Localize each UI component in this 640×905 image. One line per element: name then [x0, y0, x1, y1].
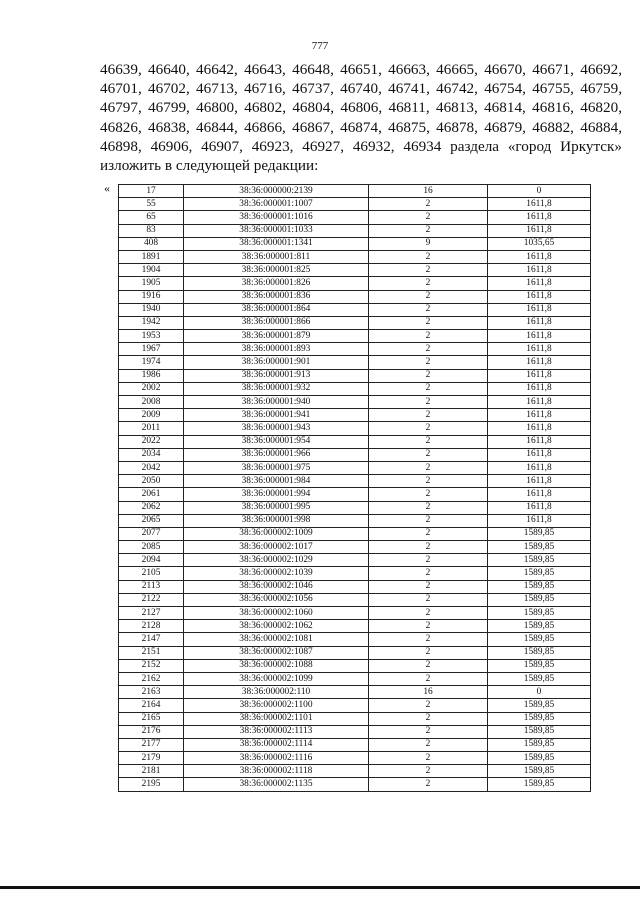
table-cell: 38:36:000001:998	[184, 514, 369, 527]
table-row	[119, 277, 591, 290]
table-cell: 38:36:000002:1039	[184, 567, 369, 580]
intro-line: 46639, 46640, 46642, 46643, 46648, 46651, 46663, 46665, 46670, 46671, 46692,	[100, 61, 622, 78]
table-cell: 38:36:000001:932	[184, 382, 369, 395]
table-cell: 38:36:000001:913	[184, 369, 369, 382]
table-cell: 1589,85	[488, 699, 591, 712]
table-cell: 16	[369, 686, 488, 699]
table-cell: 2022	[119, 435, 184, 448]
table-row	[119, 382, 591, 395]
table-cell: 2	[369, 712, 488, 725]
page-number: 777	[311, 40, 329, 52]
table-cell: 2	[369, 527, 488, 540]
table-cell: 2176	[119, 725, 184, 738]
table-cell: 38:36:000001:943	[184, 422, 369, 435]
table-cell: 1611,8	[488, 303, 591, 316]
table-cell: 38:36:000001:901	[184, 356, 369, 369]
table-cell: 38:36:000002:1009	[184, 527, 369, 540]
table-cell: 2	[369, 396, 488, 409]
table-row	[119, 725, 591, 738]
table-cell: 1611,8	[488, 488, 591, 501]
table-row	[119, 250, 591, 263]
table-cell: 38:36:000001:984	[184, 475, 369, 488]
table-cell: 1589,85	[488, 541, 591, 554]
table-cell: 2	[369, 607, 488, 620]
table-cell: 1611,8	[488, 475, 591, 488]
table-cell: 2077	[119, 527, 184, 540]
table-row	[119, 672, 591, 685]
table-cell: 1611,8	[488, 277, 591, 290]
table-cell: 1611,8	[488, 290, 591, 303]
table-cell: 1589,85	[488, 593, 591, 606]
table-cell: 38:36:000002:1099	[184, 672, 369, 685]
table-cell: 2163	[119, 686, 184, 699]
table-cell: 408	[119, 237, 184, 250]
table-cell: 1589,85	[488, 633, 591, 646]
table-cell: 2	[369, 211, 488, 224]
table-row	[119, 501, 591, 514]
table-cell: 38:36:000002:1087	[184, 646, 369, 659]
table-cell: 1611,8	[488, 501, 591, 514]
table-row	[119, 765, 591, 778]
table-cell: 2011	[119, 422, 184, 435]
table-cell: 2	[369, 593, 488, 606]
table-cell: 2	[369, 488, 488, 501]
table-cell: 1611,8	[488, 448, 591, 461]
table-cell: 38:36:000000:2139	[184, 185, 369, 198]
table-cell: 55	[119, 198, 184, 211]
table-cell: 1611,8	[488, 409, 591, 422]
table-row	[119, 448, 591, 461]
table-cell: 1589,85	[488, 778, 591, 791]
table-cell: 2	[369, 264, 488, 277]
table-row	[119, 659, 591, 672]
table-cell: 38:36:000002:1029	[184, 554, 369, 567]
table-row	[119, 198, 591, 211]
table-cell: 2	[369, 250, 488, 263]
table-row	[119, 554, 591, 567]
table-cell: 1916	[119, 290, 184, 303]
table-cell: 1953	[119, 330, 184, 343]
intro-line: изложить в следующей редакции:	[100, 157, 319, 175]
table-cell: 38:36:000002:1116	[184, 752, 369, 765]
table-cell: 1611,8	[488, 316, 591, 329]
table-row	[119, 686, 591, 699]
table-cell: 2002	[119, 382, 184, 395]
table-cell: 2179	[119, 752, 184, 765]
table-row	[119, 185, 591, 198]
table-row	[119, 237, 591, 250]
table-cell: 38:36:000001:975	[184, 461, 369, 474]
table-cell: 1589,85	[488, 725, 591, 738]
table-cell: 2	[369, 224, 488, 237]
table-cell: 38:36:000002:1060	[184, 607, 369, 620]
table-cell: 2165	[119, 712, 184, 725]
table-cell: 38:36:000002:1101	[184, 712, 369, 725]
table-cell: 38:36:000002:1081	[184, 633, 369, 646]
intro-line: 46701, 46702, 46713, 46716, 46737, 46740, 46741, 46742, 46754, 46755, 46759,	[100, 80, 622, 98]
table-cell: 2009	[119, 409, 184, 422]
table-cell: 38:36:000001:836	[184, 290, 369, 303]
table-cell: 38:36:000002:1046	[184, 580, 369, 593]
table-cell: 38:36:000002:1056	[184, 593, 369, 606]
table-cell: 1611,8	[488, 250, 591, 263]
table-row	[119, 514, 591, 527]
table-cell: 2152	[119, 659, 184, 672]
table-cell: 1589,85	[488, 527, 591, 540]
table-row	[119, 435, 591, 448]
table-cell: 38:36:000001:1007	[184, 198, 369, 211]
table-cell: 38:36:000001:825	[184, 264, 369, 277]
table-row	[119, 527, 591, 540]
table-cell: 2085	[119, 541, 184, 554]
table-cell: 1986	[119, 369, 184, 382]
table-cell: 2034	[119, 448, 184, 461]
table-cell: 2	[369, 198, 488, 211]
table-cell: 38:36:000002:1088	[184, 659, 369, 672]
table-cell: 2	[369, 567, 488, 580]
table-cell: 38:36:000001:826	[184, 277, 369, 290]
table-cell: 2	[369, 514, 488, 527]
table-cell: 38:36:000001:954	[184, 435, 369, 448]
table-cell: 1611,8	[488, 422, 591, 435]
table-cell: 2151	[119, 646, 184, 659]
table-cell: 2195	[119, 778, 184, 791]
table-cell: 38:36:000001:811	[184, 250, 369, 263]
table-cell: 2	[369, 475, 488, 488]
table-cell: 2	[369, 646, 488, 659]
table-cell: 38:36:000001:966	[184, 448, 369, 461]
table-row	[119, 316, 591, 329]
table-cell: 38:36:000002:1113	[184, 725, 369, 738]
table-cell: 2	[369, 554, 488, 567]
table-cell: 2	[369, 752, 488, 765]
table-row	[119, 738, 591, 751]
table-row	[119, 752, 591, 765]
intro-line: 46898, 46906, 46907, 46923, 46927, 46932, 46934 раздела «город Иркутск»	[100, 137, 622, 155]
table-cell: 1589,85	[488, 620, 591, 633]
table-cell: 2	[369, 633, 488, 646]
data-table	[118, 184, 591, 792]
table-cell: 38:36:000001:941	[184, 409, 369, 422]
table-cell: 65	[119, 211, 184, 224]
table-row	[119, 211, 591, 224]
table-cell: 2	[369, 409, 488, 422]
table-cell: 1611,8	[488, 330, 591, 343]
table-row	[119, 224, 591, 237]
table-cell: 16	[369, 185, 488, 198]
table-row	[119, 488, 591, 501]
table-cell: 1589,85	[488, 554, 591, 567]
table-cell: 1891	[119, 250, 184, 263]
bottom-rule	[0, 886, 640, 889]
table-cell: 1589,85	[488, 659, 591, 672]
table-cell: 38:36:000002:1017	[184, 541, 369, 554]
table-cell: 2	[369, 699, 488, 712]
table-cell: 2094	[119, 554, 184, 567]
table-cell: 2	[369, 448, 488, 461]
intro-paragraph	[100, 60, 622, 175]
intro-line: 46797, 46799, 46800, 46802, 46804, 46806, 46811, 46813, 46814, 46816, 46820,	[100, 99, 622, 117]
table-cell: 38:36:000002:1135	[184, 778, 369, 791]
table-cell: 2042	[119, 461, 184, 474]
table-cell: 1611,8	[488, 198, 591, 211]
table-cell: 2	[369, 303, 488, 316]
table-row	[119, 369, 591, 382]
table-row	[119, 422, 591, 435]
table-cell: 1611,8	[488, 356, 591, 369]
table-cell: 38:36:000002:1062	[184, 620, 369, 633]
table-cell: 1611,8	[488, 211, 591, 224]
table-cell: 38:36:000001:994	[184, 488, 369, 501]
table-cell: 1589,85	[488, 672, 591, 685]
table-cell: 2065	[119, 514, 184, 527]
table-cell: 1035,65	[488, 237, 591, 250]
table-cell: 1611,8	[488, 264, 591, 277]
table-cell: 2	[369, 369, 488, 382]
table-cell: 83	[119, 224, 184, 237]
table-cell: 1611,8	[488, 369, 591, 382]
table-cell: 38:36:000002:1100	[184, 699, 369, 712]
table-row	[119, 356, 591, 369]
table-cell: 2	[369, 738, 488, 751]
table-cell: 0	[488, 686, 591, 699]
table-cell: 2	[369, 382, 488, 395]
table-cell: 1589,85	[488, 738, 591, 751]
table-cell: 2	[369, 316, 488, 329]
table-cell: 2	[369, 541, 488, 554]
table-row	[119, 607, 591, 620]
table-cell: 1611,8	[488, 396, 591, 409]
table-cell: 9	[369, 237, 488, 250]
table-cell: 2	[369, 725, 488, 738]
table-cell: 2127	[119, 607, 184, 620]
table-cell: 1589,85	[488, 580, 591, 593]
table-cell: 2122	[119, 593, 184, 606]
table-cell: 2	[369, 343, 488, 356]
table-cell: 38:36:000002:1114	[184, 738, 369, 751]
table-row	[119, 396, 591, 409]
table-cell: 1589,85	[488, 646, 591, 659]
table-cell: 2177	[119, 738, 184, 751]
table-cell: 17	[119, 185, 184, 198]
table-cell: 2	[369, 435, 488, 448]
table-cell: 2162	[119, 672, 184, 685]
table-cell: 38:36:000002:110	[184, 686, 369, 699]
table-row	[119, 475, 591, 488]
table-cell: 2	[369, 501, 488, 514]
table-cell: 1611,8	[488, 224, 591, 237]
table-row	[119, 567, 591, 580]
table-cell: 1611,8	[488, 435, 591, 448]
table-cell: 1974	[119, 356, 184, 369]
table-cell: 1967	[119, 343, 184, 356]
table-row	[119, 541, 591, 554]
table-row	[119, 264, 591, 277]
table-cell: 38:36:000001:1033	[184, 224, 369, 237]
table-row	[119, 580, 591, 593]
table-cell: 0	[488, 185, 591, 198]
table-cell: 2	[369, 659, 488, 672]
table-cell: 1611,8	[488, 514, 591, 527]
table-cell: 1904	[119, 264, 184, 277]
table-cell: 38:36:000001:1341	[184, 237, 369, 250]
table-cell: 2008	[119, 396, 184, 409]
table-row	[119, 620, 591, 633]
table-cell: 1589,85	[488, 752, 591, 765]
table-cell: 1589,85	[488, 567, 591, 580]
table-cell: 2062	[119, 501, 184, 514]
table-row	[119, 409, 591, 422]
table-cell: 2147	[119, 633, 184, 646]
table-cell: 2181	[119, 765, 184, 778]
table-cell: 2113	[119, 580, 184, 593]
table-row	[119, 303, 591, 316]
table-cell: 2164	[119, 699, 184, 712]
table-cell: 38:36:000001:879	[184, 330, 369, 343]
table-cell: 2	[369, 356, 488, 369]
intro-line: 46826, 46838, 46844, 46866, 46867, 46874, 46875, 46878, 46879, 46882, 46884,	[100, 118, 622, 136]
table-cell: 38:36:000001:995	[184, 501, 369, 514]
table-cell: 2105	[119, 567, 184, 580]
table-cell: 1589,85	[488, 765, 591, 778]
table-cell: 1611,8	[488, 343, 591, 356]
table-cell: 2	[369, 778, 488, 791]
table-cell: 2	[369, 330, 488, 343]
table-row	[119, 778, 591, 791]
table-row	[119, 699, 591, 712]
table-cell: 38:36:000001:864	[184, 303, 369, 316]
table-cell: 2	[369, 422, 488, 435]
table-cell: 2	[369, 290, 488, 303]
opening-quote-mark: «	[104, 181, 110, 195]
table-cell: 1589,85	[488, 607, 591, 620]
table-body	[119, 185, 591, 792]
table-row	[119, 461, 591, 474]
table-cell: 1940	[119, 303, 184, 316]
table-cell: 1611,8	[488, 461, 591, 474]
table-cell: 2	[369, 461, 488, 474]
table-cell: 38:36:000002:1118	[184, 765, 369, 778]
table-row	[119, 330, 591, 343]
table-cell: 2	[369, 620, 488, 633]
table-row	[119, 646, 591, 659]
table-cell: 1942	[119, 316, 184, 329]
table-cell: 2	[369, 672, 488, 685]
table-cell: 2	[369, 765, 488, 778]
table-cell: 1589,85	[488, 712, 591, 725]
table-cell: 38:36:000001:940	[184, 396, 369, 409]
table-row	[119, 343, 591, 356]
table-cell: 1905	[119, 277, 184, 290]
table-row	[119, 712, 591, 725]
table-cell: 2128	[119, 620, 184, 633]
table-row	[119, 593, 591, 606]
table-cell: 38:36:000001:893	[184, 343, 369, 356]
table-row	[119, 633, 591, 646]
table-cell: 2	[369, 580, 488, 593]
table-cell: 1611,8	[488, 382, 591, 395]
table-cell: 2050	[119, 475, 184, 488]
table-cell: 2	[369, 277, 488, 290]
table-cell: 38:36:000001:866	[184, 316, 369, 329]
table-cell: 2061	[119, 488, 184, 501]
table-cell: 38:36:000001:1016	[184, 211, 369, 224]
table-row	[119, 290, 591, 303]
